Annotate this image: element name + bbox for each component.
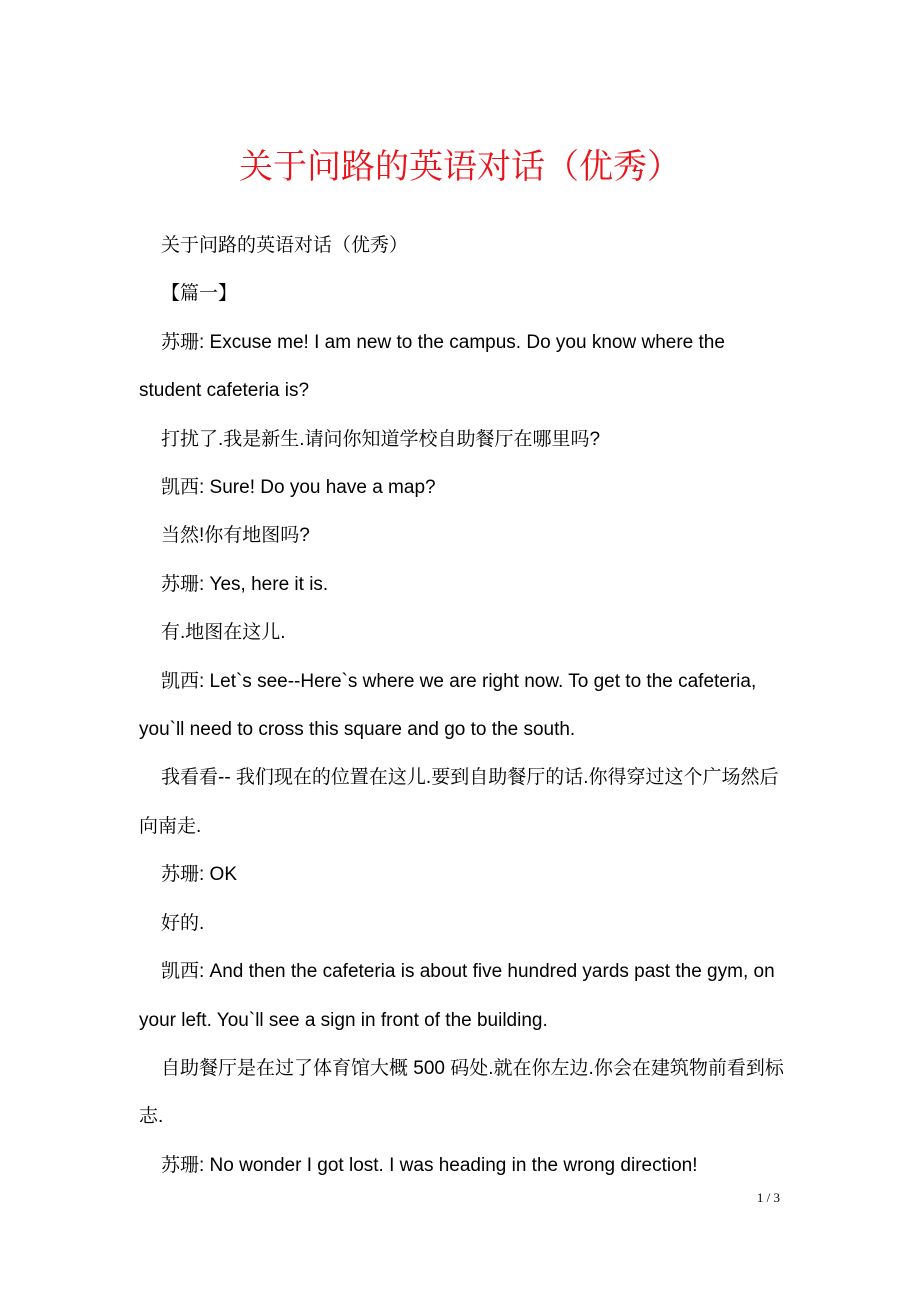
dialogue-line: 苏珊: Excuse me! I am new to the campus. Do you know where the student cafeteria is?	[139, 331, 725, 402]
dialogue-line: 凯西: Sure! Do you have a map?	[161, 477, 436, 499]
dialogue-line: 凯西: And then the cafeteria is about five hundred yards past the gym, on your left. You`ll see a sign in front of the building.	[139, 961, 775, 1031]
subtitle-paragraph: 关于问路的英语对话（优秀）	[161, 235, 409, 256]
document-title: 关于问路的英语对话（优秀）	[239, 147, 681, 187]
translation-line: 自助餐厅是在过了体育馆大概 500 码处.就在你左边.你会在建筑物前看到标志.	[139, 1057, 784, 1128]
translation-line: 有.地图在这儿.	[161, 622, 286, 644]
dialogue-line: 苏珊: Yes, here it is.	[161, 573, 329, 595]
translation-line: 打扰了.我是新生.请问你知道学校自助餐厅在哪里吗?	[161, 428, 601, 450]
translation-line: 当然!你有地图吗?	[161, 525, 310, 547]
dialogue-line: 苏珊: No wonder I got lost. I was heading in the wrong direction!	[161, 1154, 698, 1176]
dialogue-line: 苏珊: OK	[161, 864, 238, 886]
dialogue-line: 凯西: Let`s see--Here`s where we are right now. To get to the cafeteria, you`ll need to cross this square and go to the south.	[139, 670, 757, 741]
page-number: 1 / 3	[756, 1190, 780, 1205]
translation-line: 好的.	[161, 912, 205, 934]
translation-line: 我看看-- 我们现在的位置在这儿.要到自助餐厅的话.你得穿过这个广场然后向南走.	[139, 767, 779, 837]
section-heading: 【篇一】	[161, 283, 238, 305]
document-body	[139, 222, 789, 1190]
